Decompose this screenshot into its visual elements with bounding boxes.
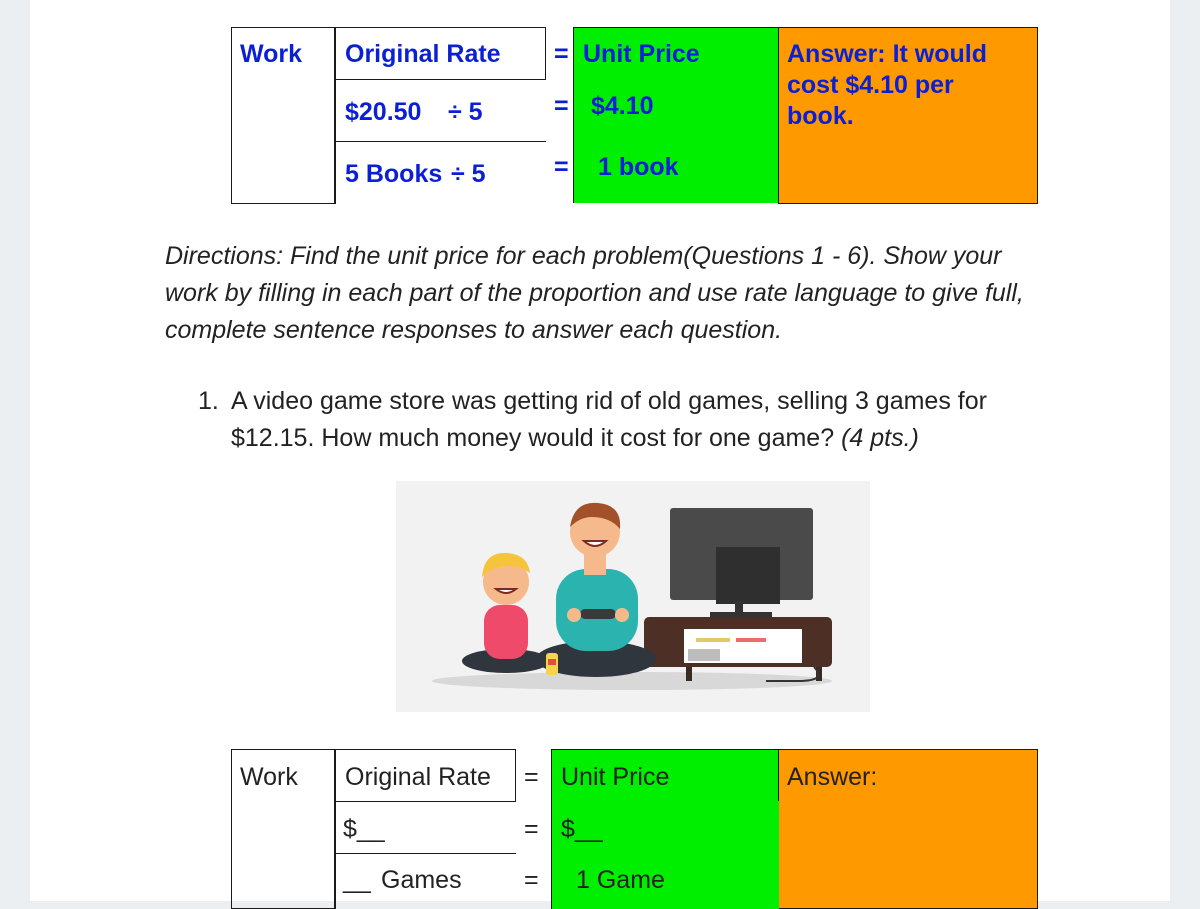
example-row2-unit-value: 1 book bbox=[598, 153, 679, 181]
controller-icon bbox=[580, 609, 616, 619]
directions-text: Directions: Find the unit price for each problem(Questions 1 - 6). Show your work by filling in each part of the proportion and use rate language to give full, complete sentence responses to answer each question. bbox=[165, 242, 1024, 344]
equals-2: = bbox=[524, 815, 539, 843]
example-row2-books: 5 Books bbox=[345, 160, 443, 188]
work-label: Work bbox=[240, 763, 298, 791]
amount-blank: $__ bbox=[343, 815, 385, 843]
tv-base bbox=[710, 612, 772, 617]
example-equals-1: = bbox=[554, 40, 569, 68]
example-original-rate-label: Original Rate bbox=[345, 40, 501, 68]
example-row1-unit-value: $4.10 bbox=[591, 92, 654, 120]
question-points: (4 pts.) bbox=[841, 424, 919, 452]
one-game-label: 1 Game bbox=[576, 866, 665, 894]
example-row1-amount: $20.50 bbox=[345, 98, 422, 126]
question-number: 1. bbox=[198, 387, 219, 415]
example-answer-text: Answer: It would cost $4.10 per book. bbox=[787, 40, 987, 130]
example-equals-2: = bbox=[554, 92, 569, 120]
unit-price-label: Unit Price bbox=[561, 763, 670, 791]
example-equals-3: = bbox=[554, 153, 569, 181]
tv-back-panel bbox=[716, 547, 780, 604]
equals-1: = bbox=[524, 763, 539, 791]
example-unit-price-label: Unit Price bbox=[583, 40, 700, 68]
games-label: Games bbox=[381, 866, 462, 894]
shelf-item-2 bbox=[736, 638, 766, 642]
equals-3: = bbox=[524, 866, 539, 894]
example-row2-divide: ÷ 5 bbox=[451, 160, 486, 188]
kid-shirt bbox=[484, 605, 528, 659]
question-text-block bbox=[231, 383, 1061, 457]
unit-amount-blank: $__ bbox=[561, 815, 603, 843]
games-count-blank: __ bbox=[343, 866, 371, 894]
example-work-label: Work bbox=[240, 40, 303, 68]
question-text: A video game store was getting rid of old games, selling 3 games for $12.15. How much money would it cost for one game? bbox=[231, 387, 987, 452]
illustration-svg bbox=[396, 481, 870, 712]
kids-playing-video-games-illustration bbox=[396, 481, 870, 712]
shelf-item-1 bbox=[696, 638, 730, 642]
document-page bbox=[30, 0, 1170, 901]
answer-label: Answer: bbox=[787, 763, 878, 791]
original-rate-label: Original Rate bbox=[345, 763, 491, 791]
shelf-item-3 bbox=[688, 649, 720, 661]
example-row1-divide: ÷ 5 bbox=[448, 98, 483, 126]
